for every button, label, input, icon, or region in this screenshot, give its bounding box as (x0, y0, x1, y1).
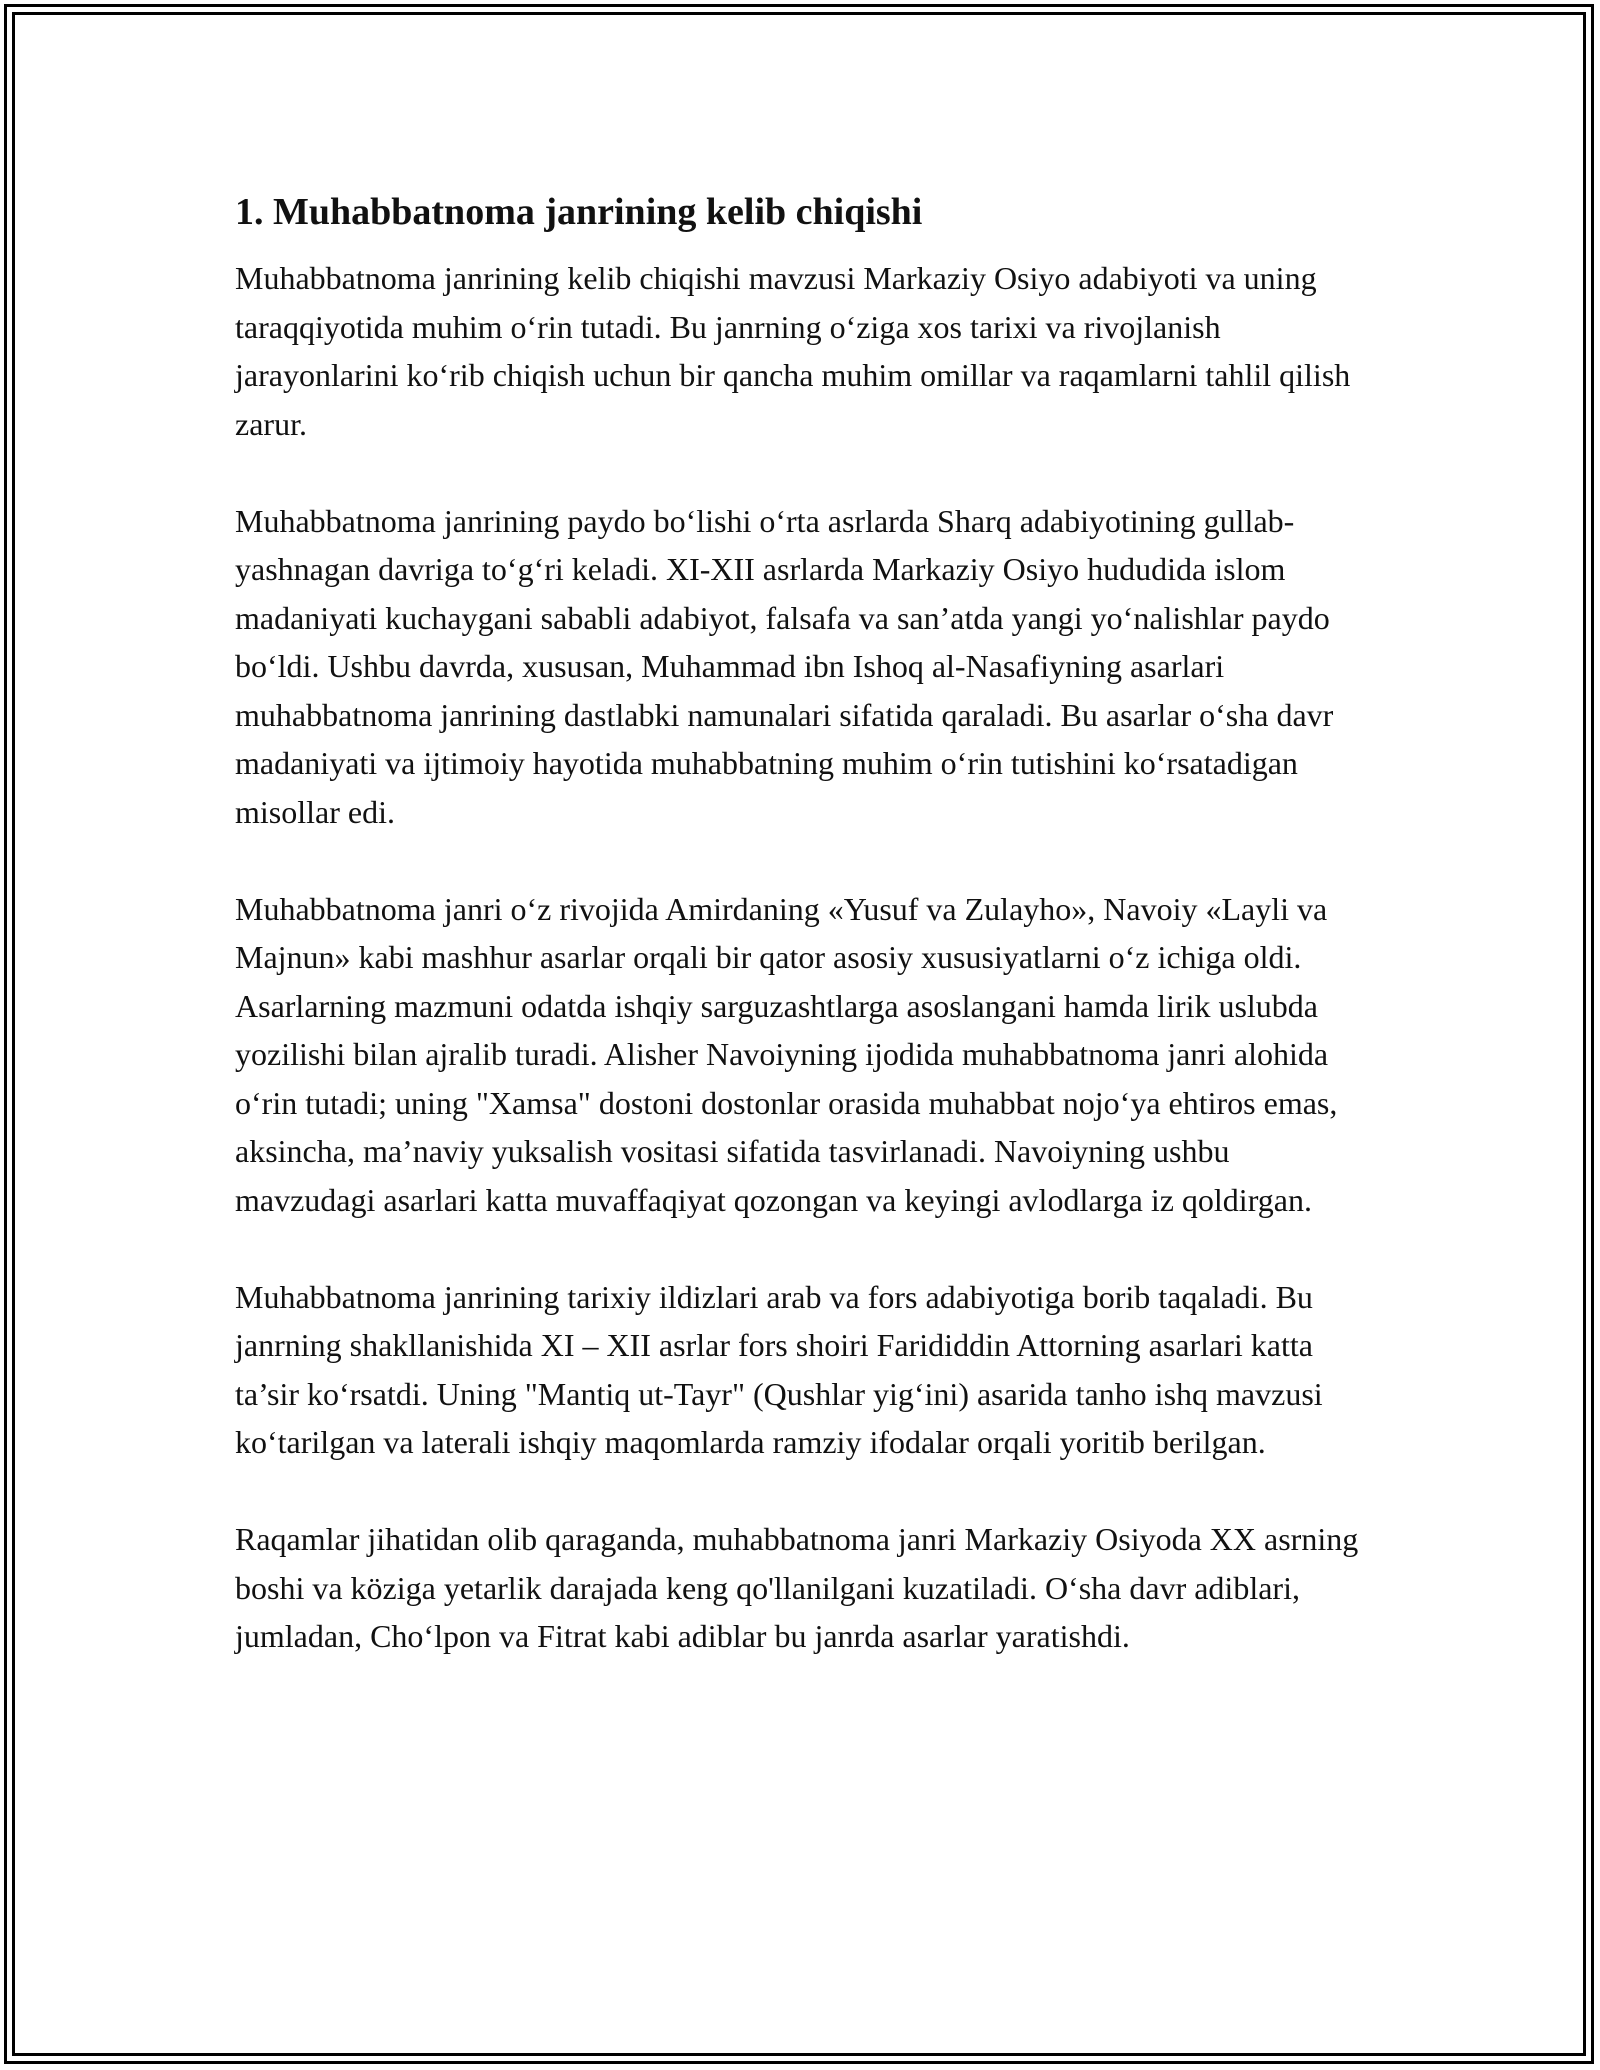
paragraph-4: Muhabbatnoma janrining tarixiy ildizlari arab va fors adabiyotiga borib taqaladi. Bu janrning shakllanishida XI – XII asrlar fors shoiri Farididdin Attorning asarlari katta ta’sir ko‘rsatdi. Uning "Mantiq ut-Tayr" (Qushlar yig‘ini) asarida tanho ishq mavzusi ko‘tarilgan va laterali ishqiy maqomlarda ramziy ifodalar orqali yoritib berilgan. (235, 1278, 1323, 1460)
document-body (235, 186, 1375, 1709)
paragraph-1: Muhabbatnoma janrining kelib chiqishi mavzusi Markaziy Osiyo adabiyoti va uning taraqqiyotida muhim o‘rin tutadi. Bu janrning o‘ziga xos tarixi va rivojlanish jarayonlarini ko‘rib chiqish uchun bir qancha muhim omillar va raqamlarni tahlil qilish zarur. (235, 260, 1351, 442)
paragraph-3: Muhabbatnoma janri o‘z rivojida Amirdaning «Yusuf va Zulayho», Navoiy «Layli va Majnun» kabi mashhur asarlar orqali bir qator asosiy xususiyatlarni o‘z ichiga oldi. Asarlarning mazmuni odatda ishqiy sarguzashtlarga asoslangani hamda lirik uslubda yozilishi bilan ajralib turadi. Alisher Navoiyning ijodida muhabbatnoma janri alohida o‘rin tutadi; uning "Xamsa" dostoni dostonlar orasida muhabbat nojo‘ya ehtiros emas, aksincha, ma’naviy yuksalish vositasi sifatida tasvirlanadi. Navoiyning ushbu mavzudagi asarlari katta muvaffaqiyat qozongan va keyingi avlodlarga iz qoldirgan. (235, 890, 1338, 1218)
paragraph-2: Muhabbatnoma janrining paydo bo‘lishi o‘rta asrlarda Sharq adabiyotining gullab-yashnagan davriga to‘g‘ri keladi. XI-XII asrlarda Markaziy Osiyo hududida islom madaniyati kuchaygani sababli adabiyot, falsafa va san’atda yangi yo‘nalishlar paydo bo‘ldi. Ushbu davrda, xususan, Muhammad ibn Ishoq al-Nasafiyning asarlari muhabbatnoma janrining dastlabki namunalari sifatida qaraladi. Bu asarlar o‘sha davr madaniyati va ijtimoiy hayotida muhabbatning muhim o‘rin tutishini ko‘rsatadigan misollar edi. (235, 502, 1334, 830)
paragraph-5: Raqamlar jihatidan olib qaraganda, muhabbatnoma janri Markaziy Osiyoda XX asrning boshi va köziga yetarlik darajada keng qo'llanilgani kuzatiladi. O‘sha davr adiblari, jumladan, Cho‘lpon va Fitrat kabi adiblar bu janrda asarlar yaratishdi. (235, 1521, 1359, 1654)
section-title: 1. Muhabbatnoma janrining kelib chiqishi (235, 191, 923, 233)
